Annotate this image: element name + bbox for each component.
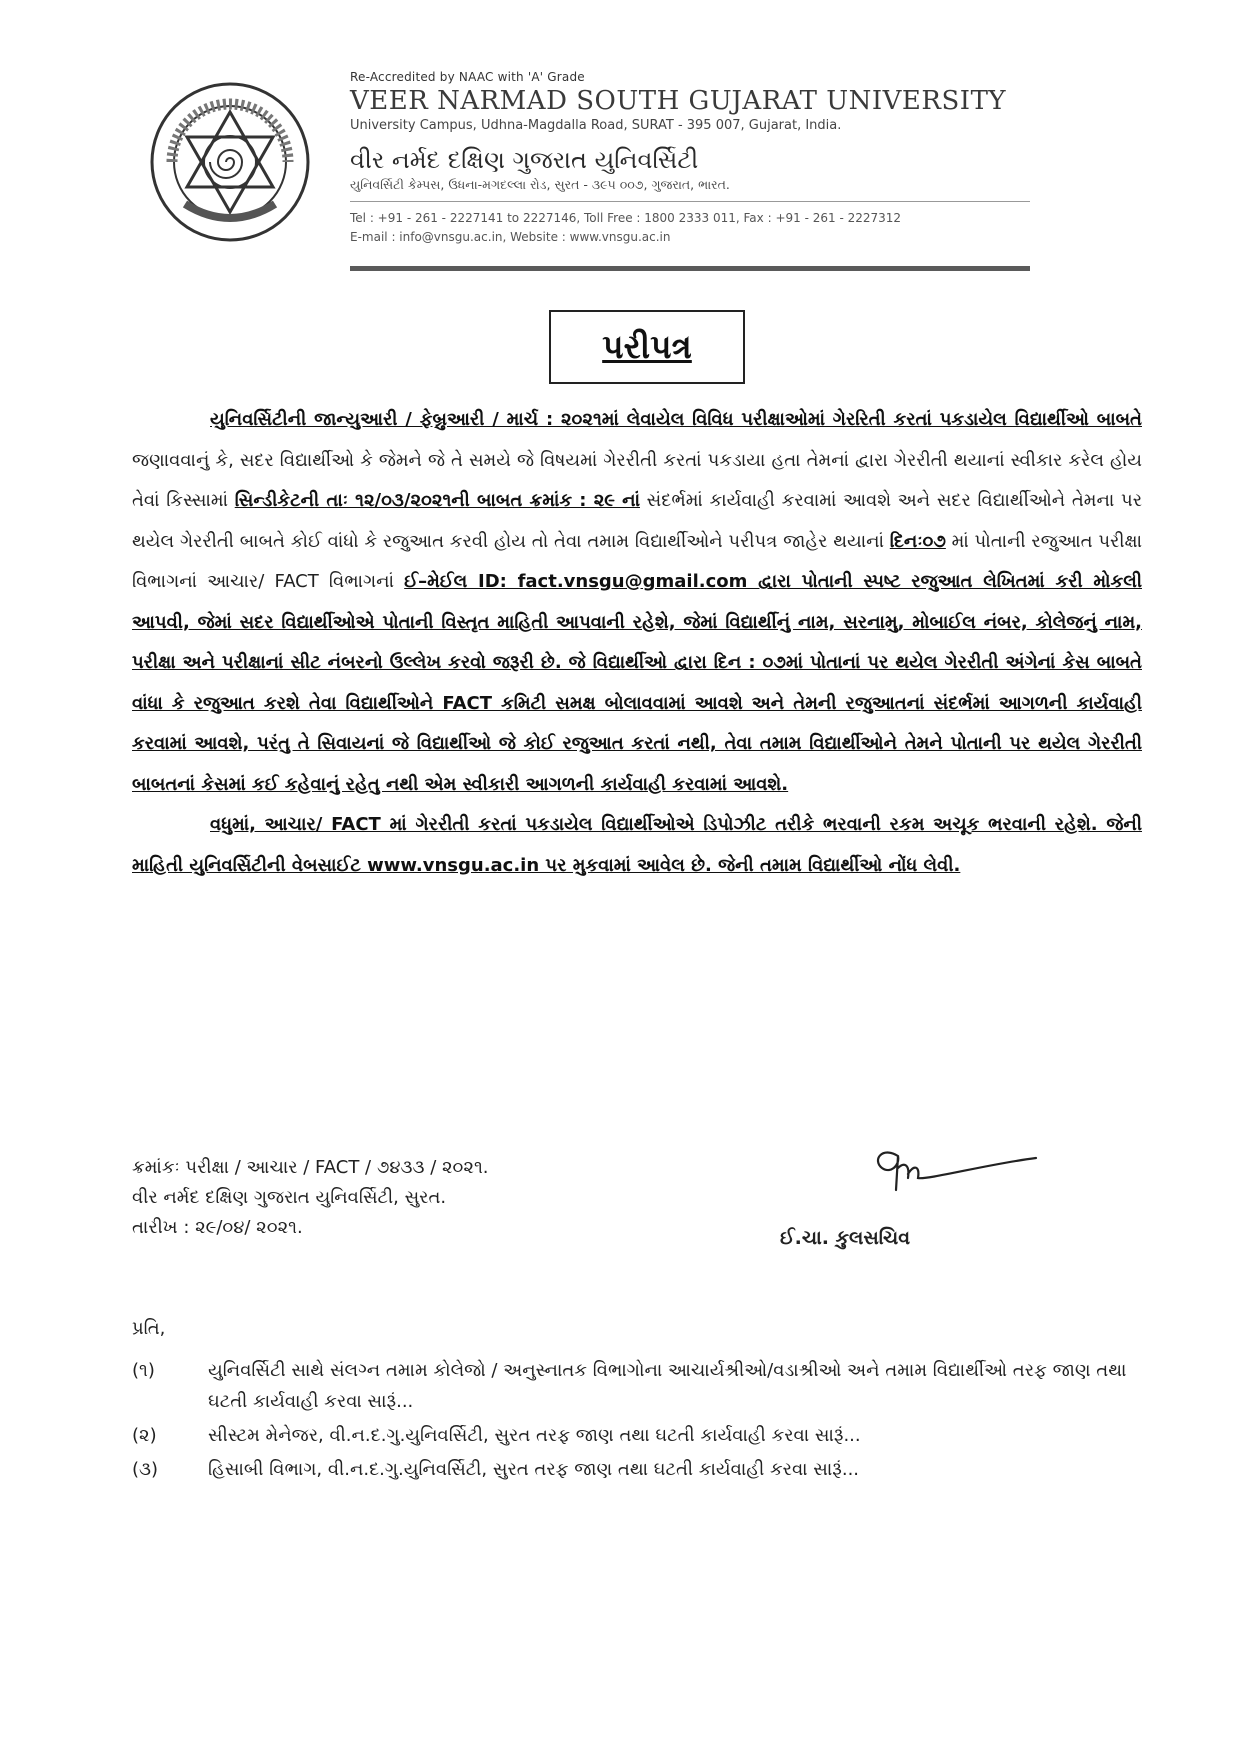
list-item-number: (૧) <box>132 1360 155 1381</box>
deposit-notice: વધુમાં, આચાર/ FACT માં ગેરરીતી કરતાં પકડાયેલ વિદ્યાર્થીઓએ ડિપોઝીટ તરીકે ભરવાની રકમ અચૂક ભરવાની રહેશે. જેની માહિતી યુનિવર્સિટીની વેબસાઈટ www.vnsgu.ac.in પર મુકવામાં આવેલ છે. જેની તમામ વિદ્યાર્થીઓ નોંધ લેવી. <box>132 814 1142 876</box>
body-text: જણાવવાનું કે, સદર વિદ્યાર્થીઓ કે જેમને જે તે સમયે જે વિષયમાં ગેરરીતી કરતાં પકડાયા હતા તેમનાં દ્વારા ગેરરીતી થયાનાં સ્વીકાર કરેલ હોય તેવાં કિસ્સામાં <box>132 449 1142 511</box>
body-text: સંદર્ભમાં કાર્યવાહી કરવામાં આવશે અને સદર વિદ્યાર્થીઓને તેમના પર થયેલ ગેરરીતી બાબતે કોઈ વાંધો કે રજુઆત કરવી હોય તો તેવા તમામ વિદ્યાર્થીઓને પરીપત્ર જાહેર થયાનાં <box>132 490 1142 552</box>
circular-title: પરીપત્ર <box>602 327 692 366</box>
letterhead <box>350 70 1030 244</box>
distribution-list <box>132 1355 1142 1488</box>
list-item-number: (૩) <box>132 1459 159 1480</box>
reference-date: તારીખ : ૨૯/૦૪/ ૨૦૨૧. <box>132 1217 303 1238</box>
university-name-english: VEER NARMAD SOUTH GUJARAT UNIVERSITY <box>350 86 1007 116</box>
deadline-days: દિનઃ૦૭ <box>889 530 946 552</box>
reference-place: વીર નર્મદ દક્ષિણ ગુજરાત યુનિવર્સિટી, સુરત. <box>132 1187 447 1208</box>
list-item-text: હિસાબી વિભાગ, વી.ન.દ.ગુ.યુનિવર્સિટી, સુરત તરફ જાણ તથા ઘટતી કાર્યવાહી કરવા સારૂં... <box>208 1459 860 1480</box>
list-item <box>132 1454 1142 1485</box>
body-paragraph-1 <box>132 400 1142 805</box>
handwritten-signature-icon <box>868 1138 1038 1200</box>
email-instructions: ઈ–મેઈલ ID: fact.vnsgu@gmail.com દ્વારા પોતાની સ્પષ્ટ રજુઆત લેખિતમાં કરી મોકલી આપવી, જેમાં સદર વિદ્યાર્થીઓએ પોતાની વિસ્તૃત માહિતી આપવાની રહેશે, જેમાં વિદ્યાર્થીનું નામ, સરનામુ, મોબાઈલ નંબર, કોલેજનું નામ, પરીક્ષા અને પરીક્ષાનાં સીટ નંબરનો ઉલ્લેખ કરવો જરૂરી છે. જે વિદ્યાર્થીઓ દ્વારા દિન : ૦૭માં પોતાનાં પર થયેલ ગેરરીતી અંગેનાં કેસ બાબતે વાંધા કે રજુઆત કરશે તેવા વિદ્યાર્થીઓને FACT કમિટી સમક્ષ બોલાવવામાં આવશે અને તેમની રજુઆતનાં સંદર્ભમાં આગળની કાર્યવાહી કરવામાં આવશે, પરંતુ તે સિવાયનાં જે વિદ્યાર્થીઓ જે કોઈ રજુઆત કરતાં નથી, તેવા તમામ વિદ્યાર્થીઓને તેમને પોતાની પર થયેલ ગેરરીતી બાબતનાં કેસમાં કઈ કહેવાનું રહેતુ નથી એમ સ્વીકારી આગળની કાર્યવાહી કરવામાં આવશે. <box>132 571 1142 795</box>
list-item-text: સીસ્ટમ મેનેજર, વી.ન.દ.ગુ.યુનિવર્સિટી, સુરત તરફ જાણ તથા ઘટતી કાર્યવાહી કરવા સારૂં... <box>208 1425 861 1446</box>
distribution-heading: પ્રતિ, <box>132 1318 166 1339</box>
reference-number: ક્રમાંકઃ પરીક્ષા / આચાર / FACT / ૭૪૩૩ / ૨૦૨૧. <box>132 1157 489 1178</box>
reference-block <box>132 1153 489 1243</box>
letterhead-rule <box>350 266 1030 271</box>
address-english: University Campus, Udhna-Magdalla Road, SURAT - 395 007, Gujarat, India. <box>350 118 842 133</box>
signatory-designation: ઈ.ચા. કુલસચિવ <box>780 1227 911 1249</box>
list-item-number: (૨) <box>132 1425 157 1446</box>
list-item <box>132 1355 1142 1417</box>
address-gujarati: યુનિવર્સિટી કેમ્પસ, ઉધના-મગદલ્લા રોડ, સુરત - ૩૯૫ ૦૦૭, ગુજરાત, ભારત. <box>350 177 1030 202</box>
list-item-text: યુનિવર્સિટી સાથે સંલગ્ન તમામ કોલેજો / અનુસ્નાતક વિભાગોના આચાર્યશ્રીઓ/વડાશ્રીઓ અને તમામ વિદ્યાર્થીઓ તરફ જાણ તથા ઘટતી કાર્યવાહી કરવા સારૂં... <box>208 1360 1127 1412</box>
list-item <box>132 1420 1142 1451</box>
circular-title-box <box>549 310 745 384</box>
accreditation-text: Re-Accredited by NAAC with 'A' Grade <box>350 70 585 84</box>
contact-telephone: Tel : +91 - 261 - 2227141 to 2227146, Toll Free : 1800 2333 011, Fax : +91 - 261 - 2227312 <box>350 211 902 225</box>
university-name-gujarati: વીર નર્મદ દક્ષિણ ગુજરાત યુનિવર્સિટી <box>350 146 699 174</box>
body-paragraph-2 <box>132 805 1142 886</box>
body-text: માં પોતાની રજુઆત પરીક્ષા વિભાગનાં આચાર/ FACT વિભાગનાં <box>132 530 1142 592</box>
subject-text: યુનિવર્સિટીની જાન્યુઆરી / ફેબ્રુઆરી / માર્ચ : ૨૦૨૧માં લેવાયેલ વિવિધ પરીક્ષાઓમાં ગેરરિતી કરતાં પકડાયેલ વિદ્યાર્થીઓ બાબતે <box>210 409 1142 430</box>
university-seal-icon <box>150 82 310 242</box>
circular-body <box>132 400 1142 886</box>
syndicate-reference: સિન્ડીકેટની તાઃ ૧૨/૦૩/૨૦૨૧ની બાબત ક્રમાંક : ૨૯ નાં <box>234 490 640 511</box>
contact-email: E-mail : info@vnsgu.ac.in, Website : www.vnsgu.ac.in <box>350 230 671 244</box>
